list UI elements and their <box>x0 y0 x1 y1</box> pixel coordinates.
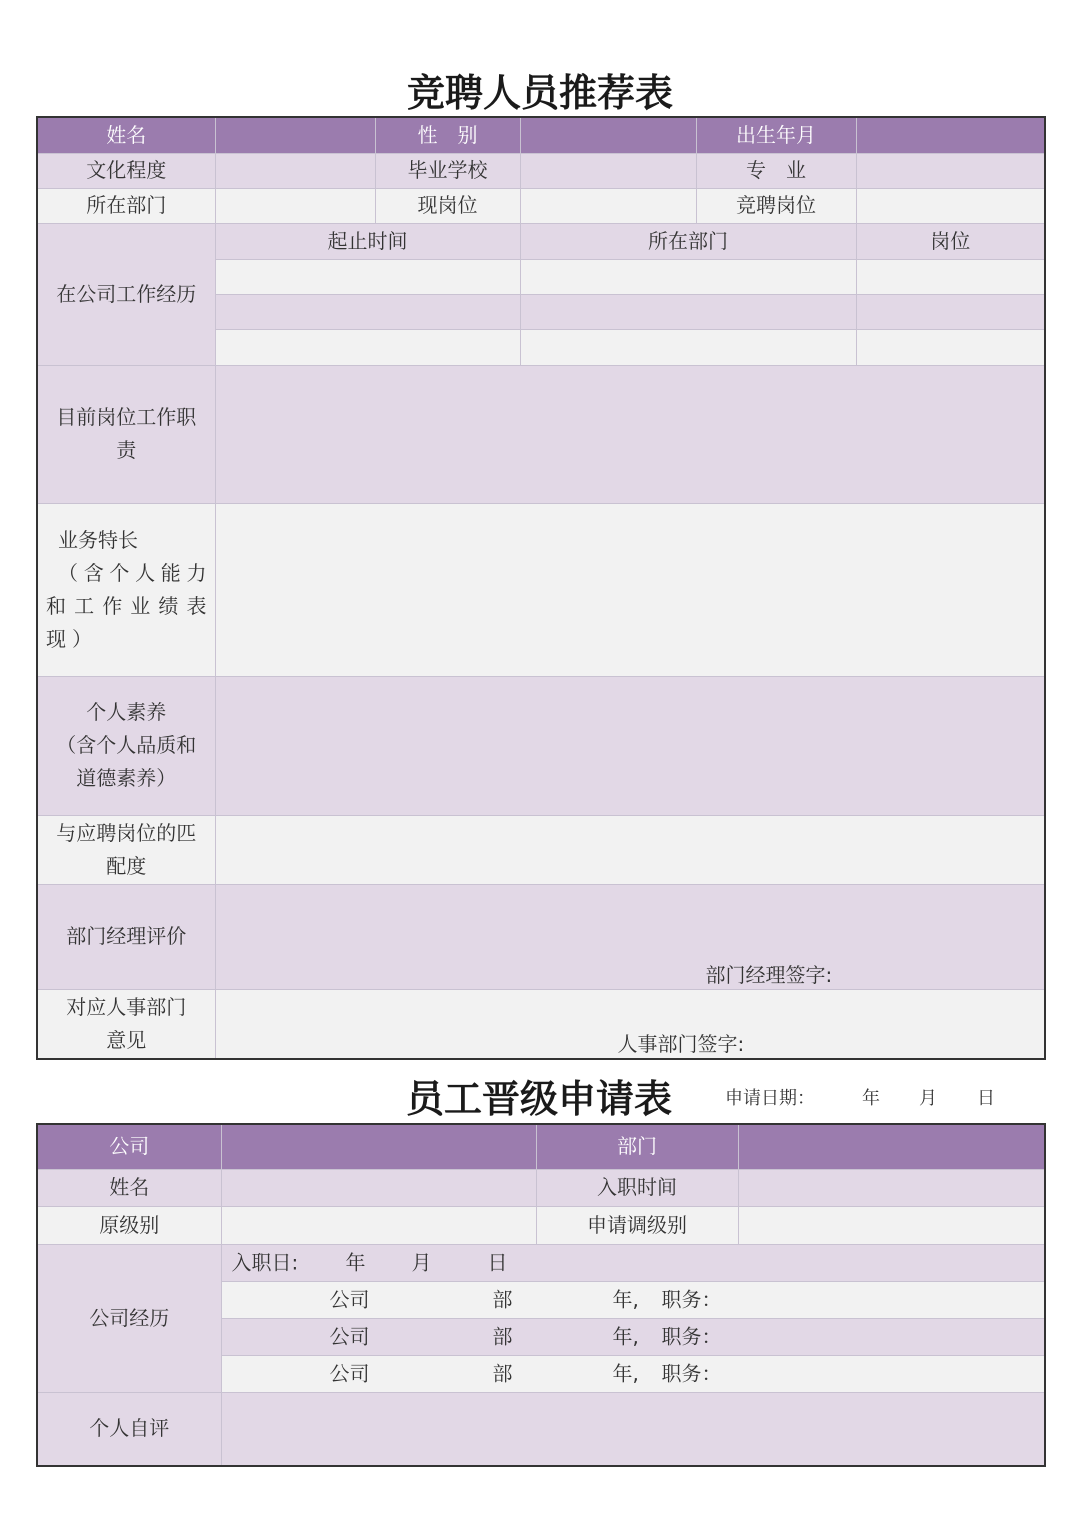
gender-field[interactable] <box>520 117 696 153</box>
quality-label-line: 道德素养） <box>76 766 177 790</box>
duties-label <box>37 365 215 503</box>
hr-opinion-label-line: 意见 <box>106 1027 147 1052</box>
quality-label-line: （含个人品质和 <box>56 733 197 757</box>
name-label: 姓名 <box>37 1169 221 1206</box>
education-field[interactable] <box>215 153 375 188</box>
name-label: 姓名 <box>37 117 215 153</box>
history-dept: 部 <box>492 1361 513 1385</box>
history-dept: 部 <box>492 1287 513 1311</box>
self-eval-field[interactable] <box>221 1392 1045 1466</box>
major-label: 专 业 <box>696 153 856 188</box>
specialty-label-line: 和工作业绩表 <box>46 593 207 618</box>
specialty-label-line: （含个人能力 <box>58 560 207 585</box>
self-eval-label: 个人自评 <box>37 1392 221 1466</box>
hr-sign-label: 人事部门签字: <box>617 1031 745 1056</box>
apply-date-label: 申请日期： <box>725 1088 815 1109</box>
join-time-label: 入职时间 <box>536 1169 738 1206</box>
history-year: 年, <box>612 1287 639 1311</box>
company-history-label: 公司经历 <box>37 1244 221 1392</box>
history-dept-field[interactable] <box>520 329 856 365</box>
form2-title: 员工晋级申请表 <box>406 1076 673 1121</box>
name-field[interactable] <box>215 117 375 153</box>
dept-field[interactable] <box>738 1124 1045 1169</box>
school-field[interactable] <box>520 153 696 188</box>
history-row[interactable] <box>221 1318 1045 1355</box>
education-label: 文化程度 <box>37 153 215 188</box>
history-dept-field[interactable] <box>520 259 856 294</box>
quality-label-line: 个人素养 <box>86 700 167 724</box>
match-label-line: 与应聘岗位的匹 <box>56 820 197 845</box>
specialty-label-line: 现） <box>46 626 98 651</box>
history-time-field[interactable] <box>215 259 520 294</box>
apply-level-field[interactable] <box>738 1206 1045 1244</box>
apply-date-month: 月 <box>919 1088 937 1109</box>
history-dept-field[interactable] <box>520 294 856 329</box>
history-company: 公司 <box>329 1361 370 1385</box>
specialty-label <box>37 503 215 676</box>
history-row[interactable] <box>221 1355 1045 1392</box>
join-date-label: 入职日: <box>231 1250 299 1274</box>
hr-opinion-field[interactable] <box>215 989 1045 1059</box>
name-field[interactable] <box>221 1169 536 1206</box>
quality-field[interactable] <box>215 676 1045 815</box>
join-date-year: 年 <box>345 1250 366 1274</box>
current-post-label: 现岗位 <box>375 188 520 223</box>
history-post-field[interactable] <box>856 294 1045 329</box>
join-time-field[interactable] <box>738 1169 1045 1206</box>
history-row[interactable] <box>221 1281 1045 1318</box>
history-duty: 职务： <box>661 1361 722 1385</box>
work-history-label: 在公司工作经历 <box>37 223 215 365</box>
history-year: 年, <box>612 1361 639 1385</box>
duties-label-line: 责 <box>116 438 137 462</box>
apply-date-day: 日 <box>977 1088 995 1109</box>
school-label: 毕业学校 <box>375 153 520 188</box>
company-label: 公司 <box>37 1124 221 1169</box>
join-date-row[interactable] <box>221 1244 1045 1281</box>
history-post-field[interactable] <box>856 259 1045 294</box>
duties-field[interactable] <box>215 365 1045 503</box>
history-duty: 职务： <box>661 1324 722 1348</box>
history-company: 公司 <box>329 1287 370 1311</box>
duties-label-line: 目前岗位工作职 <box>56 405 197 429</box>
dept-label: 部门 <box>536 1124 738 1169</box>
manager-eval-field[interactable] <box>215 884 1045 989</box>
history-col-post: 岗位 <box>856 223 1045 259</box>
history-dept: 部 <box>492 1324 513 1348</box>
history-year: 年, <box>612 1324 639 1348</box>
gender-label: 性 别 <box>375 117 520 153</box>
manager-sign-label: 部门经理签字: <box>705 962 833 987</box>
birth-field[interactable] <box>856 117 1045 153</box>
target-post-label: 竞聘岗位 <box>696 188 856 223</box>
history-time-field[interactable] <box>215 294 520 329</box>
specialty-field[interactable] <box>215 503 1045 676</box>
apply-date-year: 年 <box>862 1088 880 1109</box>
promotion-form-table <box>36 1123 1046 1467</box>
manager-eval-label: 部门经理评价 <box>37 884 215 989</box>
history-duty: 职务： <box>661 1287 722 1311</box>
history-post-field[interactable] <box>856 329 1045 365</box>
match-field[interactable] <box>215 815 1045 884</box>
orig-level-field[interactable] <box>221 1206 536 1244</box>
specialty-label-line: 业务特长 <box>58 527 138 552</box>
hr-opinion-label-line: 对应人事部门 <box>66 994 187 1019</box>
form1-title: 竞聘人员推荐表 <box>406 70 673 115</box>
dept-label: 所在部门 <box>37 188 215 223</box>
recommendation-form-table <box>36 116 1046 1060</box>
history-time-field[interactable] <box>215 329 520 365</box>
apply-level-label: 申请调级别 <box>536 1206 738 1244</box>
target-post-field[interactable] <box>856 188 1045 223</box>
join-date-month: 月 <box>411 1250 432 1274</box>
orig-level-label: 原级别 <box>37 1206 221 1244</box>
history-company: 公司 <box>329 1324 370 1348</box>
birth-label: 出生年月 <box>696 117 856 153</box>
dept-field[interactable] <box>215 188 375 223</box>
match-label <box>37 815 215 884</box>
join-date-day: 日 <box>487 1250 508 1274</box>
match-label-line: 配度 <box>106 853 147 878</box>
apply-date <box>725 1084 995 1110</box>
quality-label <box>37 676 215 815</box>
history-col-dept: 所在部门 <box>520 223 856 259</box>
current-post-field[interactable] <box>520 188 696 223</box>
history-col-time: 起止时间 <box>215 223 520 259</box>
hr-opinion-label <box>37 989 215 1059</box>
major-field[interactable] <box>856 153 1045 188</box>
company-field[interactable] <box>221 1124 536 1169</box>
